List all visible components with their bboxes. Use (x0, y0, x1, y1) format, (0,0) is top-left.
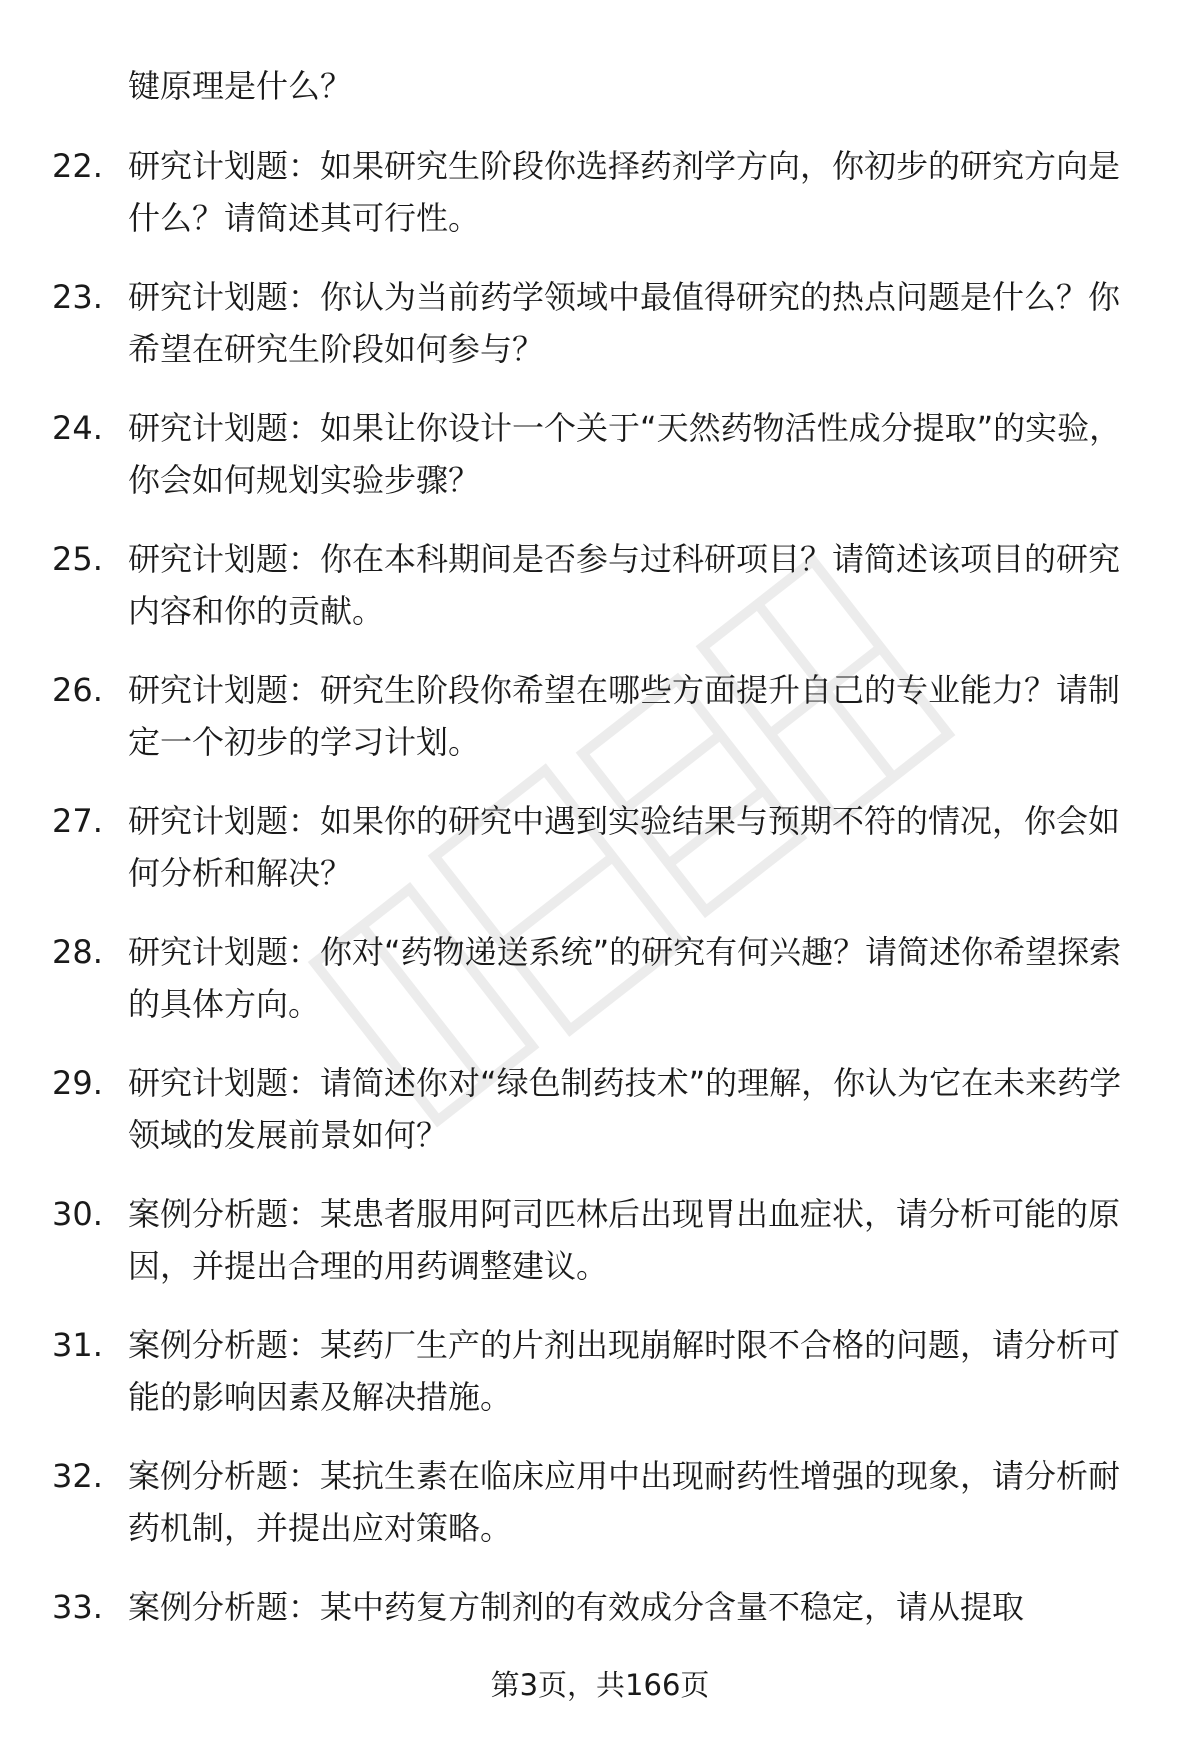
question-list (0, 140, 1200, 1712)
question-item (0, 1450, 1200, 1581)
question-item (0, 664, 1200, 795)
question-text: 案例分析题：某患者服用阿司匹林后出现胃出血症状，请分析可能的原因，并提出合理的用药调整建议。 (128, 1195, 1121, 1285)
question-number: 23. (52, 278, 103, 316)
question-number: 29. (52, 1064, 103, 1102)
question-text: 研究计划题：研究生阶段你希望在哪些方面提升自己的专业能力？请制定一个初步的学习计划。 (128, 671, 1121, 761)
question-item (0, 533, 1200, 664)
question-text: 案例分析题：某抗生素在临床应用中出现耐药性增强的现象，请分析耐药机制，并提出应对策略。 (128, 1457, 1121, 1547)
question-text: 研究计划题：你在本科期间是否参与过科研项目？请简述该项目的研究内容和你的贡献。 (128, 540, 1121, 630)
question-number: 33. (52, 1588, 103, 1626)
question-item (0, 795, 1200, 926)
question-text: 研究计划题：你对“药物递送系统”的研究有何兴趣？请简述你希望探索的具体方向。 (128, 933, 1122, 1023)
question-text: 研究计划题：如果你的研究中遇到实验结果与预期不符的情况，你会如何分析和解决？ (128, 802, 1121, 892)
question-item (0, 926, 1200, 1057)
question-item (0, 1319, 1200, 1450)
question-number: 24. (52, 409, 103, 447)
question-number: 32. (52, 1457, 103, 1495)
question-item (0, 1057, 1200, 1188)
question-number: 30. (52, 1195, 103, 1233)
question-number: 27. (52, 802, 103, 840)
question-text: 研究计划题：请简述你对“绿色制药技术”的理解，你认为它在未来药学领域的发展前景如何？ (128, 1064, 1122, 1154)
question-text: 案例分析题：某药厂生产的片剂出现崩解时限不合格的问题，请分析可能的影响因素及解决措施。 (128, 1326, 1121, 1416)
question-number: 25. (52, 540, 103, 578)
question-number: 31. (52, 1326, 103, 1364)
question-text: 案例分析题：某中药复方制剂的有效成分含量不稳定，请从提取 (128, 1588, 1025, 1626)
question-item (0, 1188, 1200, 1319)
question-item (0, 271, 1200, 402)
question-text: 研究计划题：如果让你设计一个关于“天然药物活性成分提取”的实验，你会如何规划实验步骤？ (128, 409, 1122, 499)
continued-question-text: 键原理是什么？ (128, 67, 353, 105)
question-number: 28. (52, 933, 103, 971)
question-number: 22. (52, 147, 103, 185)
page-number-footer: 第3页，共166页 (490, 1668, 710, 1702)
question-item (0, 140, 1200, 271)
question-item (0, 402, 1200, 533)
question-text: 研究计划题：如果研究生阶段你选择药剂学方向，你初步的研究方向是什么？请简述其可行性。 (128, 147, 1121, 237)
question-text: 研究计划题：你认为当前药学领域中最值得研究的热点问题是什么？你希望在研究生阶段如何参与？ (128, 278, 1121, 368)
question-number: 26. (52, 671, 103, 709)
